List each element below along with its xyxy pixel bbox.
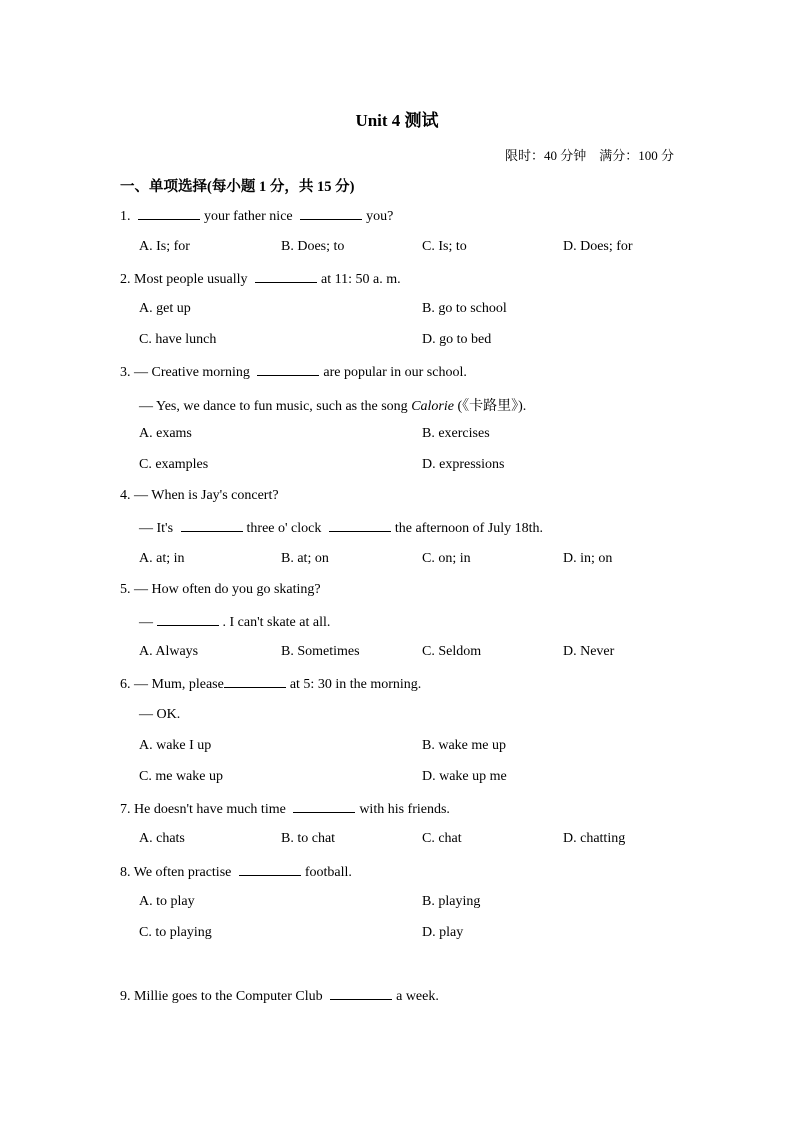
- answer-blank: [157, 613, 219, 626]
- option-c: C. examples: [139, 457, 209, 472]
- question-text: 6. — Mum, please: [120, 677, 224, 692]
- question-3: [120, 363, 467, 381]
- question-text: your father nice: [204, 209, 293, 224]
- question-text: 4. — When is Jay's concert?: [120, 488, 279, 503]
- answer-blank: [239, 863, 301, 876]
- answer-blank: [329, 519, 391, 532]
- answer-blank: [257, 363, 319, 376]
- question-text: at 5: 30 in the morning.: [289, 677, 422, 692]
- answer-blank: [255, 270, 317, 283]
- question-text: — Yes, we dance to fun music, such as the song: [139, 399, 408, 414]
- question-5: [120, 582, 321, 598]
- question-text: 2. Most people usually: [120, 272, 248, 287]
- section-heading: 一、单项选择(每小题 1 分，共 15 分): [120, 179, 355, 195]
- option-c: C. me wake up: [139, 769, 223, 784]
- question-6: [120, 675, 421, 693]
- question-text: 7. He doesn't have much time: [120, 802, 286, 817]
- question-8: [120, 863, 352, 881]
- option-b: B. exercises: [422, 426, 490, 441]
- question-5-response: [139, 613, 330, 631]
- option-d: D. chatting: [563, 831, 626, 846]
- question-text: (《卡路里》).: [457, 399, 527, 414]
- question-text: 9. Millie goes to the Computer Club: [120, 989, 323, 1004]
- question-9: [120, 987, 439, 1005]
- question-text: . I can't skate at all.: [222, 615, 331, 630]
- option-d: D. play: [422, 925, 464, 940]
- option-a: A. chats: [139, 831, 185, 846]
- question-text: you?: [366, 209, 394, 224]
- option-a: A. wake I up: [139, 738, 212, 753]
- option-c: C. to playing: [139, 925, 212, 940]
- question-text: three o' clock: [246, 521, 322, 536]
- option-b: B. playing: [422, 894, 481, 909]
- question-text: — OK.: [139, 707, 181, 722]
- answer-blank: [138, 207, 200, 220]
- option-a: A. get up: [139, 301, 191, 316]
- question-text: 3. — Creative morning: [120, 365, 250, 380]
- option-c: C. Seldom: [422, 644, 482, 659]
- question-3-response: [139, 395, 526, 415]
- option-d: D. expressions: [422, 457, 505, 472]
- question-text: 8. We often practise: [120, 865, 232, 880]
- option-b: B. at; on: [281, 551, 329, 566]
- option-b: B. Sometimes: [281, 644, 360, 659]
- question-text: the afternoon of July 18th.: [394, 521, 543, 536]
- option-c: C. on; in: [422, 551, 471, 566]
- question-text: — It's: [139, 521, 174, 536]
- option-b: B. wake me up: [422, 738, 506, 753]
- full-score: 满分：100 分: [599, 148, 674, 163]
- option-d: D. Never: [563, 644, 615, 659]
- answer-blank: [181, 519, 243, 532]
- option-a: A. exams: [139, 426, 192, 441]
- question-7: [120, 800, 450, 818]
- option-b: B. Does; to: [281, 239, 345, 254]
- option-a: A. at; in: [139, 551, 185, 566]
- option-c: C. have lunch: [139, 332, 217, 347]
- question-text: football.: [304, 865, 352, 880]
- option-b: B. go to school: [422, 301, 507, 316]
- option-d: D. wake up me: [422, 769, 507, 784]
- option-c: C. chat: [422, 831, 462, 846]
- answer-blank: [300, 207, 362, 220]
- question-2: [120, 270, 401, 288]
- question-1: [120, 207, 393, 225]
- song-title: Calorie: [411, 399, 454, 414]
- answer-blank: [293, 800, 355, 813]
- option-d: D. Does; for: [563, 239, 633, 254]
- option-a: A. to play: [139, 894, 195, 909]
- question-text: are popular in our school.: [323, 365, 467, 380]
- time-score-info: [505, 145, 674, 164]
- question-text: 1.: [120, 209, 131, 224]
- question-text: 5. — How often do you go skating?: [120, 582, 321, 597]
- option-d: D. go to bed: [422, 332, 492, 347]
- option-a: A. Always: [139, 644, 199, 659]
- option-b: B. to chat: [281, 831, 336, 846]
- page-title: Unit 4 测试: [355, 111, 439, 130]
- answer-blank: [224, 675, 286, 688]
- question-text: with his friends.: [359, 802, 450, 817]
- question-text: at 11: 50 a. m.: [321, 272, 401, 287]
- answer-blank: [330, 987, 392, 1000]
- option-a: A. Is; for: [139, 239, 190, 254]
- question-4-response: [139, 519, 543, 537]
- question-text: a week.: [396, 989, 439, 1004]
- question-4: [120, 488, 279, 504]
- option-c: C. Is; to: [422, 239, 467, 254]
- question-text: —: [139, 615, 153, 630]
- time-limit: 限时：40 分钟: [504, 148, 587, 163]
- option-d: D. in; on: [563, 551, 613, 566]
- question-6-response: [139, 707, 180, 723]
